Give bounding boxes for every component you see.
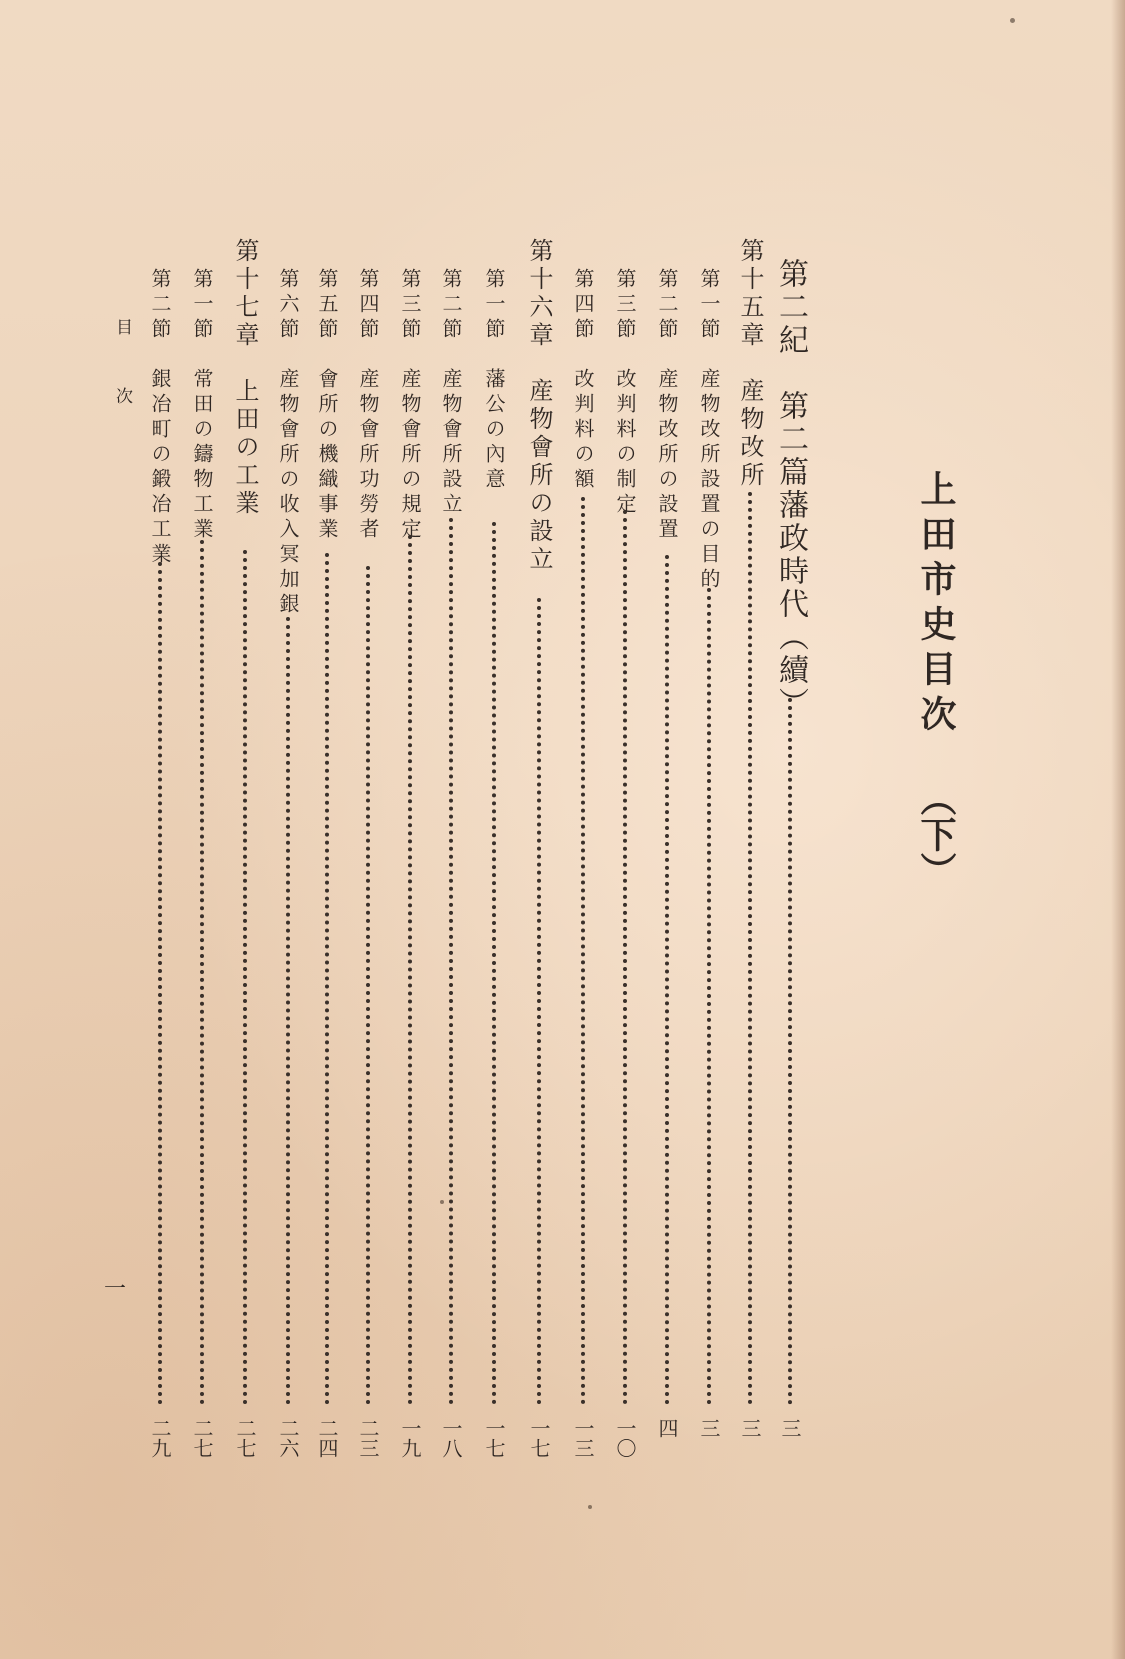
page-edge-shadow: [1111, 0, 1125, 1659]
running-head: 目次: [112, 318, 132, 456]
toc-page-number: 二三: [356, 1418, 380, 1458]
toc-page-number: 二四: [315, 1418, 339, 1458]
toc-page-number: 二七: [233, 1418, 257, 1458]
toc-chapter-entry: [730, 0, 770, 1659]
toc-page-number: 三: [778, 1418, 802, 1438]
leader-dots: [366, 566, 370, 1405]
paper-speck: [1010, 18, 1015, 23]
toc-chapter-entry: [225, 0, 265, 1659]
toc-section-entry: [689, 0, 729, 1659]
toc-page-number: 一〇: [613, 1418, 637, 1458]
toc-section-entry: [474, 0, 514, 1659]
leader-dots: [449, 518, 453, 1405]
toc-part-heading: [770, 0, 810, 1659]
toc-entry-label: 第二節 産物會所設立: [439, 268, 463, 518]
toc-page-number: 一八: [439, 1418, 463, 1458]
toc-entry-label: 第四節 改判料の額: [571, 268, 595, 493]
toc-page-number: 二九: [148, 1418, 172, 1458]
toc-entry-label: 第一節 産物改所設置の目的: [697, 268, 721, 593]
leader-dots: [748, 492, 752, 1405]
toc-entry-label: 第二紀 第二篇藩政時代（續）: [773, 258, 808, 720]
toc-section-entry: [268, 0, 308, 1659]
toc-page-number: 一七: [482, 1418, 506, 1458]
toc-entry-label: 第六節 産物會所の收入冥加銀: [276, 268, 300, 618]
leader-dots: [200, 540, 204, 1405]
leader-dots: [623, 510, 627, 1405]
toc-entry-label: 第一節 藩公の內意: [482, 268, 506, 493]
toc-section-entry: [140, 0, 180, 1659]
toc-page-number: 三: [738, 1418, 762, 1438]
toc-page-number: 一七: [527, 1418, 551, 1458]
toc-section-entry: [390, 0, 430, 1659]
paper-speck: [440, 1200, 444, 1204]
toc-entry-label: 第十六章 産物會所の設立: [525, 238, 553, 574]
leader-dots: [665, 555, 669, 1405]
toc-entry-label: 第二節 銀冶町の鍛冶工業: [148, 268, 172, 568]
volume-label: （下）: [915, 780, 956, 888]
leader-dots: [581, 497, 585, 1405]
toc-page-number: 二六: [276, 1418, 300, 1458]
toc-page-number: 一三: [571, 1418, 595, 1458]
page-number: 一: [104, 1277, 127, 1302]
toc-section-entry: [348, 0, 388, 1659]
leader-dots: [408, 535, 412, 1405]
toc-chapter-entry: [519, 0, 559, 1659]
toc-entry-label: 第十七章 上田の工業: [231, 238, 259, 518]
toc-entry-label: 第二節 産物改所の設置: [655, 268, 679, 543]
toc-entry-label: 第四節 産物會所功勞者: [356, 268, 380, 543]
toc-section-entry: [431, 0, 471, 1659]
toc-section-entry: [647, 0, 687, 1659]
leader-dots: [788, 698, 792, 1405]
toc-entry-label: 第一節 常田の鑄物工業: [190, 268, 214, 543]
leader-dots: [707, 588, 711, 1405]
toc-page-number: 四: [655, 1418, 679, 1438]
leader-dots: [537, 598, 541, 1405]
leader-dots: [158, 562, 162, 1405]
toc-section-entry: [182, 0, 222, 1659]
toc-page-number: 一九: [398, 1418, 422, 1458]
leader-dots: [243, 550, 247, 1405]
leader-dots: [325, 553, 329, 1405]
toc-entry-label: 第三節 産物會所の規定: [398, 268, 422, 543]
toc-entry-label: 第三節 改判料の制定: [613, 268, 637, 518]
toc-section-entry: [307, 0, 347, 1659]
leader-dots: [286, 617, 290, 1405]
leader-dots: [492, 522, 496, 1405]
toc-page-number: 二七: [190, 1418, 214, 1458]
toc-page-number: 三: [697, 1418, 721, 1438]
toc-entry-label: 第十五章 産物改所: [736, 238, 764, 490]
paper-speck: [588, 1505, 592, 1509]
book-title: 上田市史目次: [915, 470, 956, 740]
toc-entry-label: 第五節 會所の機織事業: [315, 268, 339, 543]
toc-section-entry: [563, 0, 603, 1659]
toc-section-entry: [605, 0, 645, 1659]
